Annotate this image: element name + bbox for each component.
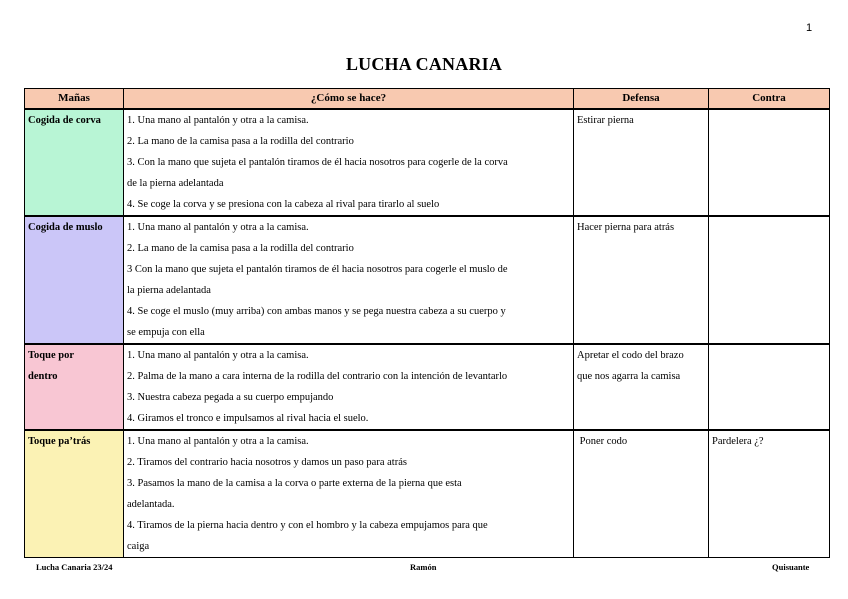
maneuver-name-cell [25,109,124,216]
step-line: 1. Una mano al pantalón y otra a la camisa. [127,436,309,447]
steps-cell [124,216,574,344]
table-row [25,109,830,216]
defense-cell [574,109,709,216]
contra-cell [709,430,830,558]
step-line: se empuja con ella [127,327,205,338]
footer-right: Quisuante [772,562,810,572]
maneuver-name: dentro [28,371,58,382]
steps-cell [124,109,574,216]
table-row [25,216,830,344]
defense-text: Poner codo [577,436,628,447]
contra-text: Pardelera ¿? [712,436,764,447]
defense-text: Hacer pierna para atrás [577,222,675,233]
step-line: 2. La mano de la camisa pasa a la rodilla del contrario [127,243,354,254]
header-contra: Contra [709,89,830,110]
steps-cell [124,430,574,558]
defense-text: Apretar el codo del brazo [577,350,684,361]
step-line: 1. Una mano al pantalón y otra a la camisa. [127,115,309,126]
maneuver-name: Toque por [28,350,75,361]
step-line: 2. Palma de la mano a cara interna de la rodilla del contrario con la intención de levantarlo [127,371,508,382]
step-line: 1. Una mano al pantalón y otra a la camisa. [127,350,309,361]
defense-text: que nos agarra la camisa [577,371,681,382]
contra-cell [709,216,830,344]
steps-cell [124,344,574,430]
defense-text: Estirar pierna [577,115,634,126]
step-line: 2. Tiramos del contrario hacia nosotros y damos un paso para atrás [127,457,407,468]
maneuver-name-cell [25,430,124,558]
page-number: 1 [806,22,813,34]
step-line: 3. Nuestra cabeza pegada a su cuerpo empujando [127,392,334,403]
step-line: 3. Con la mano que sujeta el pantalón tiramos de él hacia nosotros para cogerle de la corva [127,157,508,168]
step-line: 2. La mano de la camisa pasa a la rodilla del contrario [127,136,354,147]
header-manas: Mañas [25,89,124,110]
maneuver-name-cell [25,216,124,344]
step-line: 4. Se coge el muslo (muy arriba) con ambas manos y se pega nuestra cabeza a su cuerpo y [127,306,506,317]
step-line: 4. Tiramos de la pierna hacia dentro y con el hombro y la cabeza empujamos para que [127,520,488,531]
table-header-row [25,89,830,110]
maneuver-name-cell [25,344,124,430]
table-row [25,430,830,558]
maneuver-name: Cogida de corva [28,115,101,126]
step-line: 4. Se coge la corva y se presiona con la cabeza al rival para tirarlo al suelo [127,199,440,210]
step-line: 4. Giramos el tronco e impulsamos al rival hacia el suelo. [127,413,369,424]
footer-left: Lucha Canaria 23/24 [36,562,113,572]
step-line: 3. Pasamos la mano de la camisa a la corva o parte externa de la pierna que esta [127,478,462,489]
header-como-se-hace: ¿Cómo se hace? [124,89,574,110]
step-line: caiga [127,541,150,552]
document-title: LUCHA CANARIA [345,54,503,74]
maneuver-name: Toque pa’trás [28,436,91,447]
contra-cell [709,344,830,430]
step-line: adelantada. [127,499,175,510]
table-row [25,344,830,430]
maneuvers-table [24,88,830,558]
defense-cell [574,344,709,430]
step-line: la pierna adelantada [127,285,211,296]
footer-center: Ramón [410,562,437,572]
step-line: 3 Con la mano que sujeta el pantalón tiramos de él hacia nosotros para cogerle el muslo de [127,264,508,275]
defense-cell [574,216,709,344]
step-line: 1. Una mano al pantalón y otra a la camisa. [127,222,309,233]
header-defensa: Defensa [574,89,709,110]
maneuver-name: Cogida de muslo [28,222,103,233]
defense-cell [574,430,709,558]
contra-cell [709,109,830,216]
step-line: de la pierna adelantada [127,178,224,189]
